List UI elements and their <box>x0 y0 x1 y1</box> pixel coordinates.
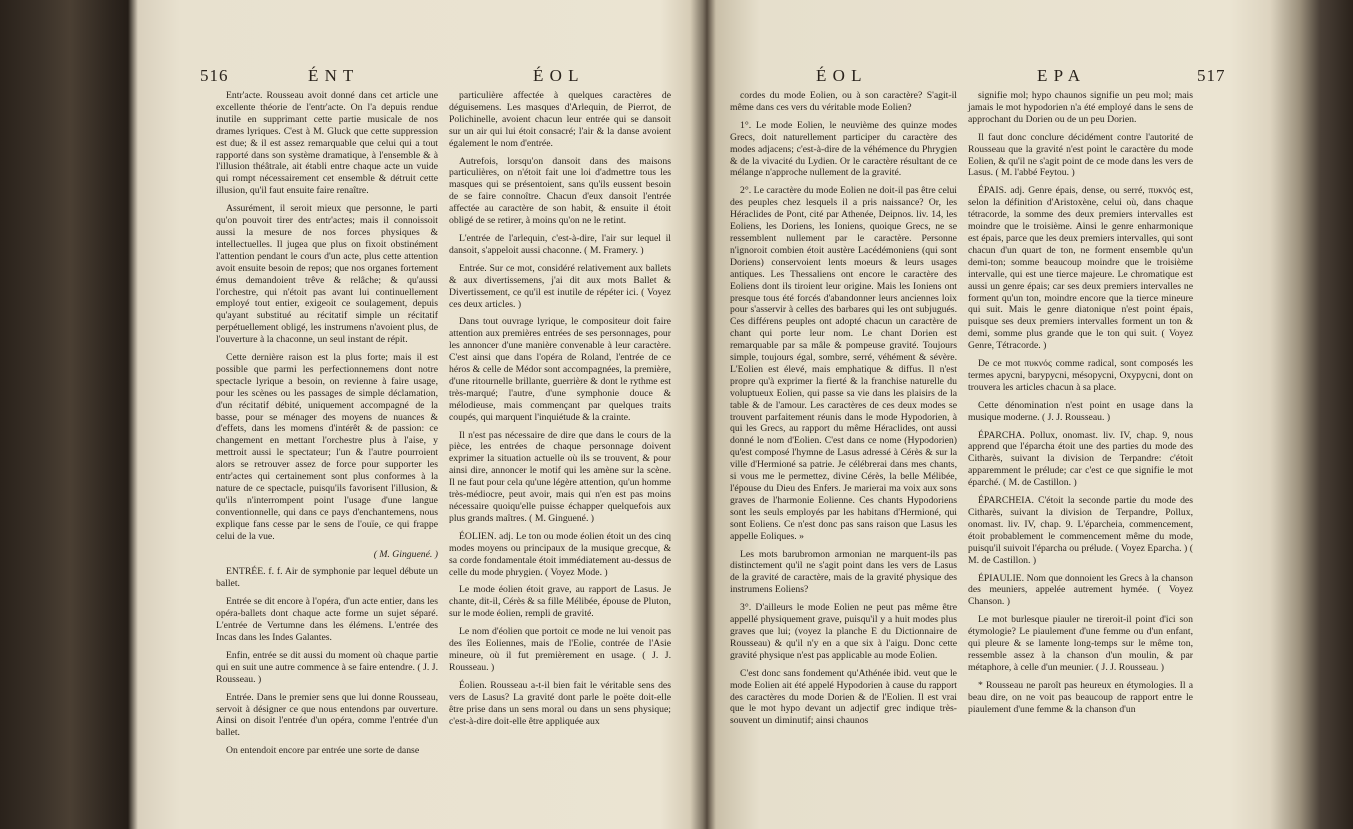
paragraph: particulière affectée à quelques caractères de déguisemens. Les masques d'Arlequin, de Pierrot, de Polichinelle, avoient chacun leur entrée qui se dansoit sur un air qui lui étoit consacré; l'air & la danse avoient également le nom d'entrée. <box>449 90 671 149</box>
running-head-left-2: É O L <box>533 66 580 85</box>
paragraph: Entrée. Dans le premier sens que lui donne Rousseau, servoit à désigner ce que nous entendons par ouverture. Ainsi on disoit l'entrée d'un opéra, comme l'entrée d'un ballet. <box>216 691 438 739</box>
paragraph: signifie mol; hypo chaunos signifie un peu mol; mais jamais le mot hypodorien n'a été employé dans le sens de approchant du Dorien ou de un peu Dorien. <box>968 90 1193 125</box>
paragraph: ENTRÉE. f. f. Air de symphonie par lequel débute un ballet. <box>216 566 438 590</box>
paragraph: Cette dénomination n'est point en usage dans la musique moderne. ( J. J. Rousseau. ) <box>968 399 1193 423</box>
paragraph: Les mots barubromon armonian ne marquent-ils pas distinctement qu'il ne s'agit point dans les vers de Lasus de la gravité de caractère, mais de la gravité physique des instrumens Eoliens? <box>730 548 957 596</box>
paragraph: ÉPARCHEIA. C'étoit la seconde partie du mode des Citharès, suivant la division de Terpandre, Pollux, onomast. liv. IV, chap. 9. L'éparcheia, commencement, étoit probablement le commencement même du mode, puisqu'il suivoit l'éparcha ou prélude. ( Voyez Eparcha. ) ( M. de Castillon. ) <box>968 495 1193 566</box>
paragraph: Entr'acte. Rousseau avoit donné dans cet article une excellente théorie de l'entr'acte. On l'a depuis rendue inutile en supprimant cette partie musicale de nos drames lyriques. C'est à M. Gluck que cette suppression est due; & il est assez remarquable que celui qui a tout rapporté dans son système dramatique, à l'ensemble & à l'illusion théâtrale, ait établi entre chaque acte un vuide qui rompt nécessairement cet ensemble & détruit cette illusion, qu'il faut ensuite faire renaître. <box>216 90 438 197</box>
paragraph: Entrée se dit encore à l'opéra, d'un acte entier, dans les opéra-ballets dont chaque acte forme un sujet séparé. L'entrée de Vertumne dans les élémens. L'entrée des Incas dans les Indes Galantes. <box>216 596 438 643</box>
paragraph: Dans tout ouvrage lyrique, le compositeur doit faire attention aux premières entrées de ses personnages, pour les annoncer d'une manière convenable à leur caractère. C'est ainsi que dans l'opéra de Roland, l'entrée de ce héros & celle de Médor sont accompagnées, la première, d'une ritournelle brillante, guerrière & dont le rythme est très-marqué; l'autre, d'une symphonie douce & mélodieuse, mais commençant par quelques traits coupés, qui marquent l'inquiétude & la crainte. <box>449 316 671 423</box>
paragraph: ( M. Ginguené. ) <box>373 548 438 560</box>
paragraph: Cette dernière raison est la plus forte; mais il est possible que parmi les perfectionnemens dont notre spectacle lyrique a besoin, on revienne à faire usage, pour les scènes ou les passages de simple déclamation, d'un récitatif débité, uniquement accompagné de la basse, pour se ménager des moyens de nuances & d'effets, dans les momens d'intérêt & de passion: ce changement en mettant l'orchestre plus à l'aise, y mettroit aussi le spectateur; l'un & l'autre pourroient alors se retrouver assez de force pour supporter les entr'actes qui certainement sont plus conformes à la nature de ce spectacle, puisqu'ils favorisent l'illusion, & qu'ils n'interrompent point l'usage d'une langue conventionnelle, qui dans ce pays d'enchantemens, nous explique fans cesse par le sens de l'ouïe, ce qui frappe celui de la vue. <box>216 352 438 542</box>
page-number-left: 516 <box>200 66 229 85</box>
paragraph: Le mot burlesque piauler ne tireroit-il point d'ici son étymologie? Le piaulement d'une femme ou d'un enfant, qui pleure & se lamente long-temps sur le même ton, ressemble assez à la chanson d'un moulin, & par métaphore, à celle d'un meunier. ( J. J. Rousseau. ) <box>968 614 1193 673</box>
left-column-1 <box>216 90 438 763</box>
left-page <box>138 0 698 829</box>
paragraph: ÉPIAULIE. Nom que donnoient les Grecs à la chanson des meuniers, appelée autrement hymée. ( Voyez Chanson. ) <box>968 572 1193 608</box>
paragraph: De ce mot πυκνός comme radical, sont composés les termes apycni, barypycni, mésopycni, Oxypycni, dont on trouvera les articles chacun à sa place. <box>968 358 1193 393</box>
paragraph: ÉOLIEN. adj. Le ton ou mode éolien étoit un des cinq modes moyens ou principaux de la musique grecque, & sa corde fondamentale étoit immédiatement au-dessus de celle du mode phrygien. ( Voyez Mode. ) <box>449 530 671 578</box>
right-column-1 <box>730 90 957 733</box>
paragraph: C'est donc sans fondement qu'Athénée ibid. veut que le mode Eolien ait été appelé Hypodorien à cause du rapport des caractères du mode Dorien & de l'Eolien. Il est vrai que le mot hypo devant un adjectif grec indique très-souvent un diminutif; ainsi chaunos <box>730 667 957 727</box>
paragraph: On entendoit encore par entrée une sorte de danse <box>226 745 420 757</box>
paragraph: Enfin, entrée se dit aussi du moment où chaque partie qui en suit une autre commence à se faire entendre. ( J. J. Rousseau. ) <box>216 649 438 685</box>
paragraph: Assurément, il seroit mieux que personne, le parti qu'on pouvoit tirer des entr'actes; mais il connoissoit aussi la mesure de nos forces physiques & intellectuelles. Il jugea que plus on fixoit obstinément l'attention pendant le cours d'un acte, plus cette attention avoit ensuite besoin de repos; que nos organes fortement émus demandoient trêve & relâche; & qu'aussi l'orchestre, qui n'étoit pas avant lui continuellement employé tout entier, exigeoit ce soulagement, depuis qu'ayant substitué au récitatif simple un récitatif perpétuellement obligé, les instrumens n'avoient plus, de l'ouverture à la chaconne, un seul instant de répit. <box>216 203 438 346</box>
running-head-right-1: É O L <box>816 66 863 85</box>
paragraph: ÉPAIS. adj. Genre épais, dense, ou serré, πυκνός est, selon la définition d'Aristoxène, celui où, dans chaque tétracorde, la somme des deux premiers intervalles est moindre que le troisième. Ainsi le genre enharmonique est épais, parce que les deux premiers intervalles, qui sont chacun d'un quart de ton, ne forment ensemble qu'un demi-ton; somme beaucoup moindre que le troisième intervalle, qui est une tierce majeure. Le chromatique est aussi un genre épais; car ses deux premiers intervalles ne forment qu'un ton, moindre encore que la tierce mineure qui suit. Mais le genre diatonique n'est point épais, puisque ses deux premiers intervalles forment un ton & demi, somme plus grande que le ton qui suit. ( Voyez Genre, Tétracorde. ) <box>968 185 1193 352</box>
paragraph: ÉPARCHA. Pollux, onomast. liv. IV, chap. 9, nous apprend que l'éparcha étoit une des parties du mode des Citharès, suivant la division de Terpandre: c'étoit apparemment le prélude; car c'est ce que signifie le mot éparché. ( M. de Castillon. ) <box>968 429 1193 489</box>
paragraph: Le mode éolien étoit grave, au rapport de Lasus. Je chante, dit-il, Cérès & sa fille Mélibée, épouse de Pluton, sur le mode éolien, rempli de gravité. <box>449 584 671 620</box>
running-head-left-1: É N T <box>308 66 355 85</box>
paragraph: cordes du mode Eolien, ou à son caractère? S'agit-il même dans ces vers du véritable mode Eolien? <box>730 90 957 113</box>
paragraph: * Rousseau ne paroît pas heureux en étymologies. Il a beau dire, on ne voit pas beaucoup de rapport entre le piaulement d'une femme & la chanson d'un <box>968 679 1193 715</box>
paragraph: 2°. Le caractère du mode Eolien ne doit-il pas être celui des peuples chez lesquels il a pris naissance? Or, les Héraclides de Pont, cité par Athenée, Deipnos. liv. 14, les Eoliens, les Doriens, les Ioniens, quoique Grecs, ne se ressemblent nullement par le caractère. Personne n'ignoroit combien étoit austère Lacédémoniens (qui sont Doriens) conservoient lents moeurs & leurs usages antiques. Les Thessaliens ont encore le caractère des Eoliens dont ils tiroient leur origine. Mais les Ioniens ont presque tous été forcés d'abandonner leurs anciennes loix pour s'asservir à celles des barbares qui les ont subjugués. Ces différens peuples ont adopté chacun un caractère de chant qui porte leur nom. Le chant Dorien est remarquable par sa mâle & pompeuse gravité. Toujours simple, toujours égal, sombre, serré, véhément & sévère. L'Eolien est élevé, mais emphatique & diffus. Il n'est propre qu'à exprimer la fierté & la franchise naturelle du voluptueux Eolien, qui passe sa vie dans les plaisirs de la table & de l'amour. Les caractères de ces deux modes se trouvent parfaitement réunis dans le mode Hypodorien, à qui les Grecs, au rapport du même Héraclides, ont aussi donné le nom d'Eolien. C'est dans ce nome (Hypodorien) qu'est composé l'hymne de Lasus adressé à Cérès & sur la ville d'Hermioné sa patrie. Je célébrerai dans mes chants, si vous me le permettez, divine Cérès, la belle Mélibée, l'épouse du Dieu des Enfers. Je marierai ma voix aux sons graves de l'harmonie Eolienne. Ces chants Hypodoriens sont les seuls employés par les habitans d'Hermioné, qui sont Eoliens. Ce n'est donc pas sans raison que Lasus les appelle Eoliques. » <box>730 185 957 542</box>
paragraph: Entrée. Sur ce mot, considéré relativement aux ballets & aux divertissemens, j'ai dit aux mots Ballet & Divertissement, ce qu'il est inutile de répéter ici. ( Voyez ces deux articles. ) <box>449 262 671 310</box>
paragraph: 3°. D'ailleurs le mode Eolien ne peut pas même être appellé physiquement grave, puisqu'il y a huit modes plus graves que lui; (voyez la planche E du Dictionnaire de Rousseau) & qu'il n'y en a que six à l'aigu. Donc cette gravité physique n'est pas applicable au mode Eolien. <box>730 602 957 661</box>
paragraph: Il faut donc conclure décidément contre l'autorité de Rousseau que la gravité n'est point le caractère du mode Eolien, & qu'il ne s'agit point de ce mode dans les vers de Lasus. ( M. l'abbé Feytou. ) <box>968 131 1193 179</box>
paragraph: Autrefois, lorsqu'on dansoit dans des maisons particulières, on n'étoit fait une loi d'admettre tous les masques qui se présentoient, sans qu'ils eussent besoin de se faire connoître. Chacun d'eux dansoit l'entrée affectée au caractère de son habit, & ensuite il étoit obligé de se retirer, à moins qu'on ne le retint. <box>449 155 671 227</box>
paragraph: L'entrée de l'arlequin, c'est-à-dire, l'air sur lequel il dansoit, s'appeloit aussi chaconne. ( M. Framery. ) <box>449 232 671 256</box>
right-column-2 <box>968 90 1193 722</box>
paragraph: 1°. Le mode Eolien, le neuvième des quinze modes Grecs, doit naturellement participer du caractère des modes adjacens; c'est-à-dire de la véhémence du Phrygien & de la vivacité du Lydien. Or le caractère résultant de ce mélange n'approche nullement de la gravité. <box>730 119 957 179</box>
right-page <box>714 0 1274 829</box>
paragraph: Le nom d'éolien que portoit ce mode ne lui venoit pas des îles Eoliennes, mais de l'Eolie, contrée de l'Asie mineure, où il fut premièrement en usage. ( J. J. Rousseau. ) <box>449 626 671 673</box>
page-number-right: 517 <box>1197 66 1226 85</box>
paragraph: Il n'est pas nécessaire de dire que dans le cours de la pièce, les entrées de chaque personnage doivent exprimer la situation actuelle où ils se trouvent, & pour ainsi dire, annoncer le motif qui les amène sur la scène. Il ne faut pour cela qu'une légère attention, qu'un homme très-médiocre, peut avoir, mais qui n'en est pas moins nécessaire quoiqu'elle puisse échapper quelquefois aux plus grands maîtres. ( M. Ginguené. ) <box>449 429 671 524</box>
paragraph: Éolien. Rousseau a-t-il bien fait le véritable sens des vers de Lasus? La gravité dont parle le poëte doit-elle être prise dans un sens moral ou dans un sens physique; c'est-à-dire doit-elle être appliquée aux <box>449 679 671 727</box>
left-column-2 <box>449 90 671 733</box>
running-head-right-2: E P A <box>1037 66 1082 85</box>
